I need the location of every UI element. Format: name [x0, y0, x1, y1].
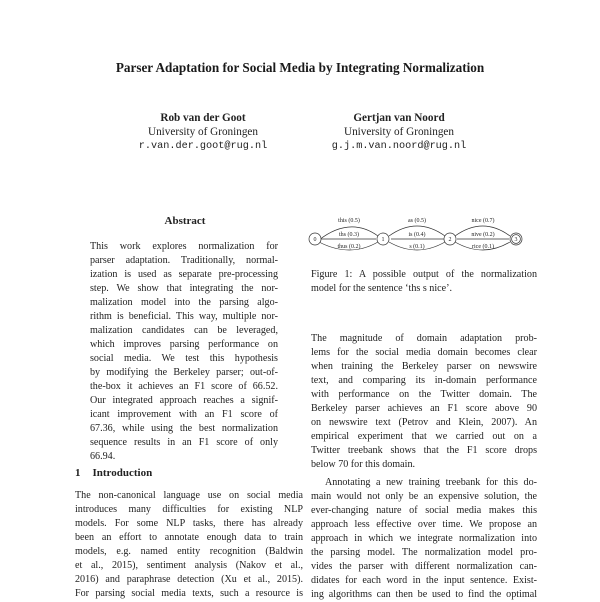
- text-line: Berkeley parser achieves an F1 score above 90: [311, 403, 537, 414]
- section-heading: [75, 467, 152, 479]
- text-line: Our integrated approach reaches a signif-: [90, 395, 278, 406]
- text-line: by modifying the Berkeley parser; out-of-: [90, 367, 278, 378]
- text-line: on newswire text (Petrov and Klein, 2007). An: [311, 417, 537, 428]
- text-line: 67.36, while using the best normalization: [90, 423, 278, 434]
- node-label: 3: [514, 237, 518, 243]
- paper-title: Parser Adaptation for Social Media by Integrating Normalization: [115, 60, 485, 75]
- text-line: malization model into the parsing algo-: [90, 297, 278, 308]
- text-line: Twitter treebank shows that the F1 score drops: [311, 445, 537, 456]
- text-line: Annotating a new training treebank for this do-: [325, 477, 537, 488]
- text-line: which improves parsing performance on: [90, 339, 278, 350]
- edge-label: this (0.5): [338, 218, 360, 224]
- edge-label: s (0.1): [409, 244, 425, 250]
- author-block-1: [108, 111, 298, 154]
- text-line: models. For some NLP tasks, there has already: [75, 518, 303, 529]
- section-number: 1: [75, 467, 81, 479]
- node-label: 2: [448, 237, 452, 243]
- text-line: malization candidates can be leveraged,: [90, 325, 278, 336]
- body-paragraph: [311, 476, 537, 602]
- node-label: 1: [381, 237, 385, 243]
- text-line: empirical experiment that we carried out on a: [311, 431, 537, 442]
- author-affiliation: University of Groningen: [344, 126, 454, 139]
- section-title: Introduction: [92, 467, 153, 479]
- text-line: been an effort to annotate enough data to train: [75, 532, 303, 543]
- author-email: r.van.der.goot@rug.nl: [138, 140, 268, 152]
- edge-label: thus (0.2): [337, 244, 361, 250]
- text-line: et al., 2015), sentiment analysis (Nakov et al.,: [75, 560, 303, 571]
- text-line: vides the parser with different normalization can-: [311, 561, 537, 572]
- text-line: 66.94.: [90, 451, 116, 462]
- text-line: main would not only be an expensive solution, the: [311, 491, 537, 502]
- text-line: Figure 1: A possible output of the normalization: [311, 269, 537, 280]
- text-line: didates for each word in the input sentence. Exist-: [311, 575, 537, 586]
- text-line: approach in which we integrate normalization into: [311, 533, 537, 544]
- author-name: Rob van der Goot: [160, 112, 246, 124]
- text-line: social media. We test this hypothesis: [90, 353, 278, 364]
- text-line: ever-changing nature of social media makes this: [311, 505, 537, 516]
- edge-label: rice (0.1): [472, 244, 494, 250]
- edge-label: nice (0.7): [471, 218, 495, 224]
- text-line: ing algorithms can then be used to find the optimal: [311, 589, 537, 600]
- text-line: sequence results in an F1 score of only: [90, 437, 278, 448]
- text-line: models, e.g. named entity recognition (Baldwin: [75, 546, 303, 557]
- edge-label: ths (0.3): [339, 232, 359, 238]
- text-line: the-box it achieves an F1 score of 66.52.: [90, 381, 278, 392]
- abstract-heading: Abstract: [164, 215, 206, 227]
- text-line: The non-canonical language use on social media: [75, 490, 303, 501]
- node-label: 0: [313, 237, 317, 243]
- author-name: Gertjan van Noord: [353, 112, 445, 124]
- edge-label: as (0.5): [408, 218, 426, 224]
- text-line: 2016) and paraphrase detection (Xu et al., 2015).: [75, 574, 303, 585]
- edge-label: is (0.4): [408, 232, 426, 238]
- author-email: g.j.m.van.noord@rug.nl: [331, 140, 467, 152]
- body-paragraph: [311, 332, 537, 472]
- author-affiliation: University of Groningen: [148, 126, 258, 139]
- text-line: icant improvement with an F1 score of: [90, 409, 278, 420]
- text-line: For parsing social media texts, such a resource is: [75, 588, 303, 599]
- text-line: the parsing model. The normalization model pro-: [311, 547, 537, 558]
- text-line: introduces many difficulties for existing NLP: [75, 504, 303, 515]
- edge-label: nive (0.2): [471, 232, 495, 238]
- figure-caption: [311, 268, 537, 296]
- normalization-lattice-figure: [305, 210, 535, 260]
- author-block-2: [304, 111, 494, 154]
- text-line: approach less effective over time. We propose an: [311, 519, 537, 530]
- text-line: step. We show that integrating the nor-: [90, 283, 278, 294]
- text-line: lems for the social media domain becomes clear: [311, 347, 537, 358]
- text-line: text, and comparing its in-domain performance: [311, 375, 537, 386]
- introduction-text: [75, 489, 303, 601]
- text-line: model for the sentence ‘ths s nice’.: [311, 283, 452, 294]
- text-line: when training the Berkeley parser on newswire: [311, 361, 537, 372]
- text-line: This work explores normalization for: [90, 241, 278, 252]
- abstract-text: [90, 240, 278, 464]
- text-line: with performance on the Twitter domain. The: [311, 389, 537, 400]
- text-line: rithm is beneficial. This way, multiple nor-: [90, 311, 278, 322]
- text-line: The magnitude of domain adaptation prob-: [311, 333, 537, 344]
- text-line: ization is used as separate pre-processing: [90, 269, 278, 280]
- text-line: parser adaptation. Traditionally, normal-: [90, 255, 278, 266]
- text-line: below 70 for this domain.: [311, 459, 416, 470]
